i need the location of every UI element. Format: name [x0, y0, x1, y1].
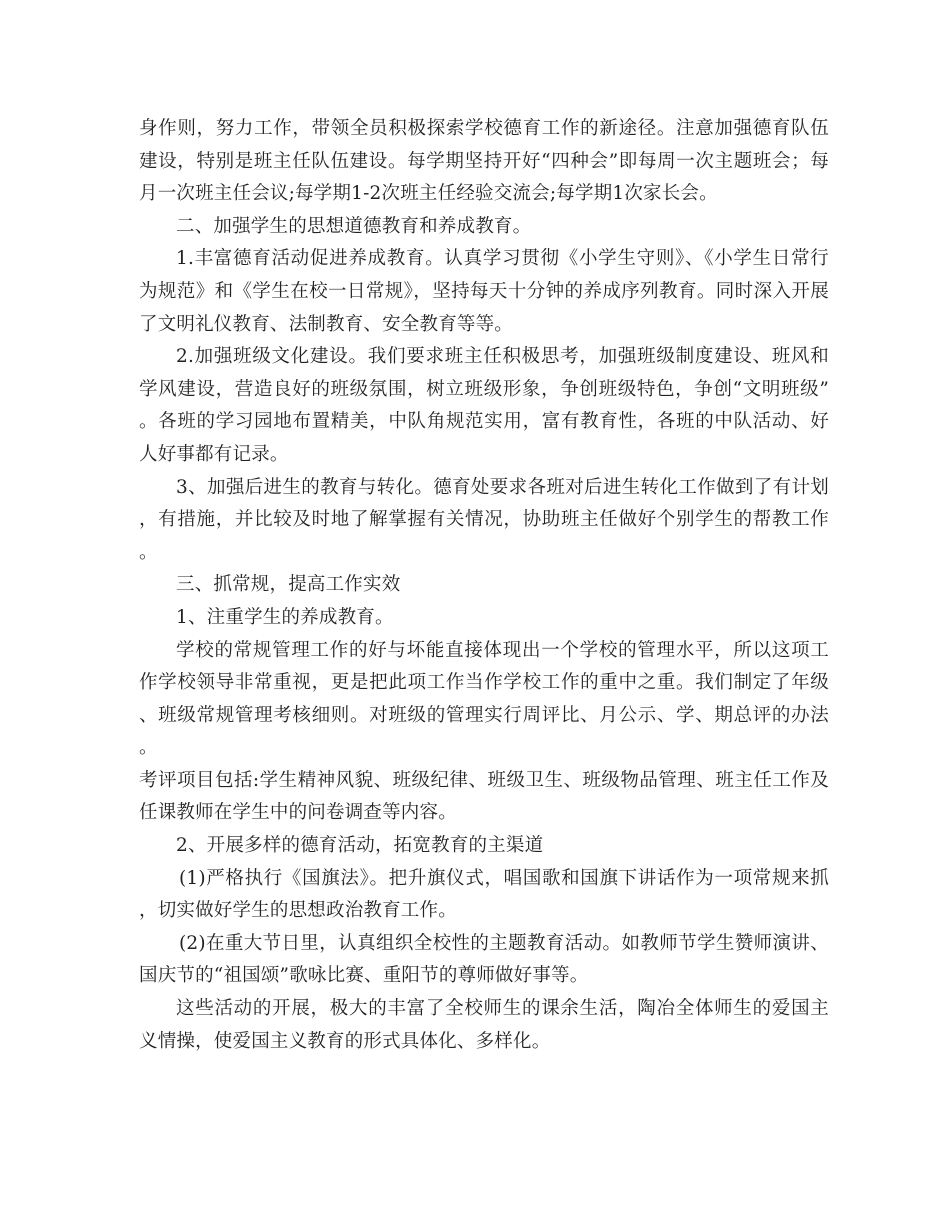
subheading-1: 1、注重学生的养成教育。 — [176, 606, 394, 628]
paragraph-conclusion: 这些活动的开展，极大的丰富了全校师生的课余生活，陶冶全体师生的爱国主义情操，使爱国主义教育的形式具体化、多样化。 — [139, 998, 829, 1052]
paragraph-item-3: 3、加强后进生的教育与转化。德育处要求各班对后进生转化工作做到了有计划，有措施，并比较及时地了解掌握有关情况，协助班主任做好个别学生的帮教工作。 — [139, 476, 829, 563]
subheading-2: 2、开展多样的德育活动，拓宽教育的主渠道 — [176, 835, 544, 857]
paragraph-evaluation: 考评项目包括:学生精神风貌、班级纪律、班级卫生、班级物品管理、班主任工作及任课教师在学生中的问卷调查等内容。 — [139, 769, 829, 824]
paragraph-flag-law: (1)严格执行《国旗法》。把升旗仪式，唱国歌和国旗下讲话作为一项常规来抓，切实做好学生的思想政治教育工作。 — [139, 867, 829, 922]
paragraph-festivals: (2)在重大节日里，认真组织全校性的主题教育活动。如教师节学生赞师演讲、国庆节的“祖国颂”歌咏比赛、重阳节的尊师做好事等。 — [139, 932, 829, 987]
section-heading-3: 三、抓常规，提高工作实效 — [176, 574, 401, 596]
paragraph-management: 学校的常规管理工作的好与坏能直接体现出一个学校的管理水平，所以这项工作学校领导非常重视，更是把此项工作当作学校工作的重中之重。我们制定了年级、班级常规管理考核细则。对班级的管理实行周评比、月公示、学、期总评的办法。 — [139, 639, 829, 759]
paragraph-1: 身作则，努力工作，带领全员积极探索学校德育工作的新途径。注意加强德育队伍建设，特别是班主任队伍建设。每学期坚持开好“四种会”即每周一次主题班会；每月一次班主任会议;每学期1-2次班主任经验交流会;每学期1次家长会。 — [139, 118, 829, 205]
section-heading-2: 二、加强学生的思想道德教育和养成教育。 — [176, 215, 532, 237]
paragraph-item-1: 1.丰富德育活动促进养成教育。认真学习贯彻《小学生守则》、《小学生日常行为规范》和《学生在校一日常规》，坚持每天十分钟的养成序列教育。同时深入开展了文明礼仪教育、法制教育、安全教育等等。 — [139, 248, 829, 335]
paragraph-item-2: 2.加强班级文化建设。我们要求班主任积极思考，加强班级制度建设、班风和学风建设，营造良好的班级氛围，树立班级形象，争创班级特色，争创“文明班级”。各班的学习园地布置精美，中队角规范实用，富有教育性，各班的中队活动、好人好事都有记录。 — [139, 346, 829, 465]
document-body — [139, 113, 829, 1058]
